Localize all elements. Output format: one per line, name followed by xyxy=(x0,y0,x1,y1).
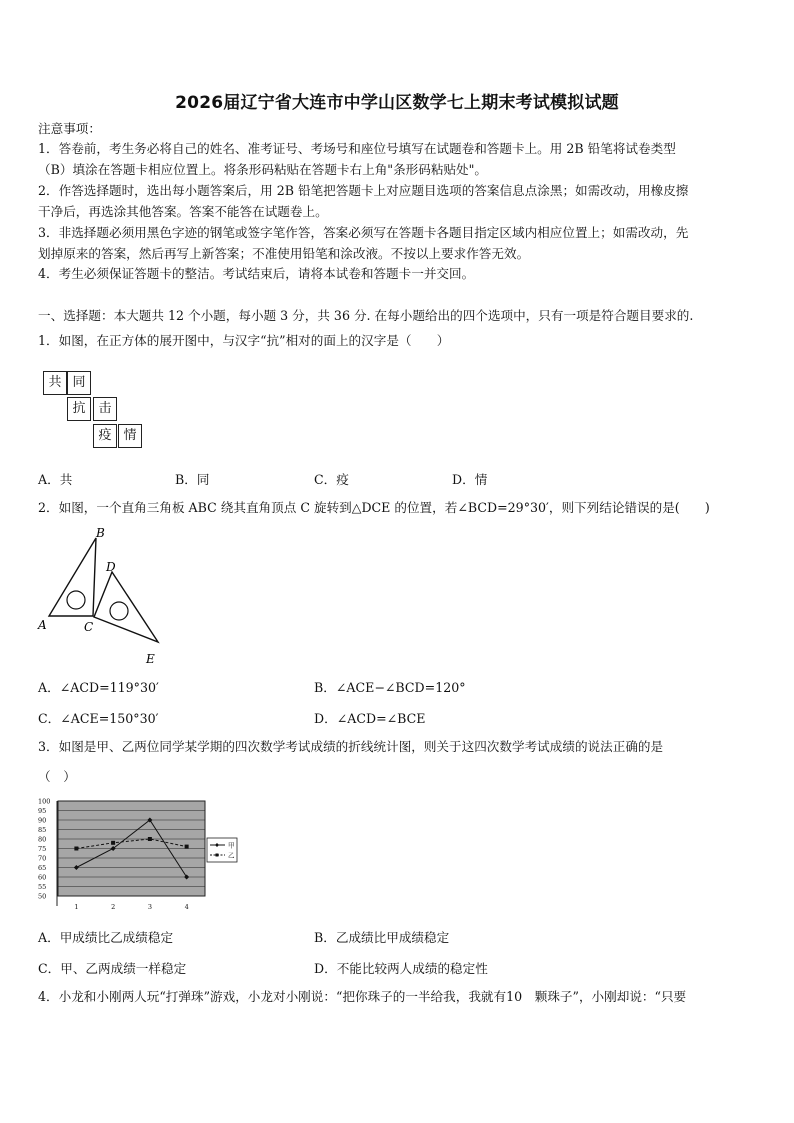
notice-line: 干净后，再选涂其他答案。答案不能答在试题卷上。 xyxy=(38,204,328,219)
q3-stem: 3．如图是甲、乙两位同学某学期的四次数学考试成绩的折线统计图，则关于这四次数学考试成绩的说法正确的是 xyxy=(38,739,664,754)
q3-option-a: A．甲成绩比乙成绩稳定 xyxy=(38,930,174,945)
q1-option-d: D．情 xyxy=(452,472,488,487)
q3-paren: （ ） xyxy=(38,769,76,784)
triangle-hole xyxy=(110,602,128,620)
y-tick-label: 55 xyxy=(38,883,47,891)
y-tick-label: 95 xyxy=(38,807,47,815)
notice-line: 2．作答选择题时，选出每小题答案后，用 2B 铅笔把答题卡上对应题目选项的答案信息点涂黑；如需改动，用橡皮擦 xyxy=(38,183,689,198)
q4-stem: 4．小龙和小刚两人玩“打弹珠”游戏，小龙对小刚说：“把你珠子的一半给我，我就有10 颗珠子”，小刚却说：“只要 xyxy=(38,989,687,1004)
q2-option-c: C．∠ACE=150°30′ xyxy=(38,711,159,726)
notice-line: 3．非选择题必须用黑色字迹的钢笔或签字笔作答，答案必须写在答题卡各题目指定区域内相应位置上；如需改动，先 xyxy=(38,225,689,240)
triangle-figure xyxy=(30,522,180,672)
label-e: E xyxy=(146,652,155,666)
score-line-chart xyxy=(30,796,270,916)
y-tick-label: 70 xyxy=(38,854,47,863)
label-c: C xyxy=(84,620,94,634)
cube-net-cell: 抗 xyxy=(67,397,91,421)
cube-net-cell: 击 xyxy=(93,397,117,421)
q2-option-d: D．∠ACD=∠BCE xyxy=(314,711,426,726)
data-point xyxy=(148,837,152,841)
q2-stem: 2．如图，一个直角三角板 ABC 绕其直角顶点 C 旋转到△DCE 的位置，若∠BCD=29°30′，则下列结论错误的是( ) xyxy=(38,500,710,515)
q3-option-d: D．不能比较两人成绩的稳定性 xyxy=(314,961,488,976)
q3-option-b: B．乙成绩比甲成绩稳定 xyxy=(314,930,450,945)
y-tick-label: 90 xyxy=(38,816,47,825)
legend-marker xyxy=(216,854,219,857)
data-point xyxy=(111,841,115,845)
x-tick-label: 4 xyxy=(184,903,189,911)
y-tick-label: 50 xyxy=(38,892,47,901)
section-heading: 一、选择题：本大题共 12 个小题，每小题 3 分，共 36 分. 在每小题给出的四个选项中，只有一项是符合题目要求的. xyxy=(38,308,694,323)
q2-option-a: A．∠ACD=119°30′ xyxy=(38,680,159,695)
cube-net-cell: 共 xyxy=(43,371,67,395)
y-tick-label: 65 xyxy=(38,864,47,872)
triangle-dce xyxy=(94,572,158,642)
label-b: B xyxy=(96,526,105,540)
cube-net-cell: 同 xyxy=(67,371,91,395)
label-d: D xyxy=(106,560,116,574)
triangle-hole xyxy=(67,591,85,609)
notice-header: 注意事项： xyxy=(38,121,101,136)
y-tick-label: 85 xyxy=(38,826,47,834)
q1-option-c: C．疫 xyxy=(314,472,349,487)
y-tick-label: 60 xyxy=(38,873,47,882)
notice-line: 划掉原来的答案，然后再写上新答案；不准使用铅笔和涂改液。不按以上要求作答无效。 xyxy=(38,246,530,261)
q2-option-b: B．∠ACE−∠BCD=120° xyxy=(314,680,466,695)
q1-option-a: A．共 xyxy=(38,472,73,487)
x-tick-label: 3 xyxy=(147,903,153,911)
y-tick-label: 75 xyxy=(38,845,47,853)
exam-title: 2026届辽宁省大连市中学山区数学七上期末考试模拟试题 xyxy=(175,93,619,113)
data-point xyxy=(74,847,78,851)
q1-option-b: B．同 xyxy=(175,472,210,487)
x-tick-label: 2 xyxy=(111,903,116,911)
y-tick-label: 100 xyxy=(38,797,51,806)
legend-label: 甲 xyxy=(228,841,235,850)
q1-stem: 1．如图，在正方体的展开图中，与汉字“抗”相对的面上的汉字是（ ） xyxy=(38,333,450,348)
x-tick-label: 1 xyxy=(74,903,79,911)
cube-net-cell: 疫 xyxy=(93,424,117,448)
legend-label: 乙 xyxy=(228,851,235,860)
cube-net-cell: 情 xyxy=(118,424,142,448)
notice-line: 1．答卷前，考生务必将自己的姓名、准考证号、考场号和座位号填写在试题卷和答题卡上。用 2B 铅笔将试卷类型 xyxy=(38,141,676,156)
triangle-abc xyxy=(49,538,96,616)
notice-line: 4．考生必须保证答题卡的整洁。考试结束后，请将本试卷和答题卡一并交回。 xyxy=(38,266,475,281)
data-point xyxy=(185,845,189,849)
y-tick-label: 80 xyxy=(38,835,47,844)
label-a: A xyxy=(38,618,47,632)
notice-line: （B）填涂在答题卡相应位置上。将条形码粘贴在答题卡右上角"条形码粘贴处"。 xyxy=(38,162,488,177)
q3-option-c: C．甲、乙两成绩一样稳定 xyxy=(38,961,187,976)
